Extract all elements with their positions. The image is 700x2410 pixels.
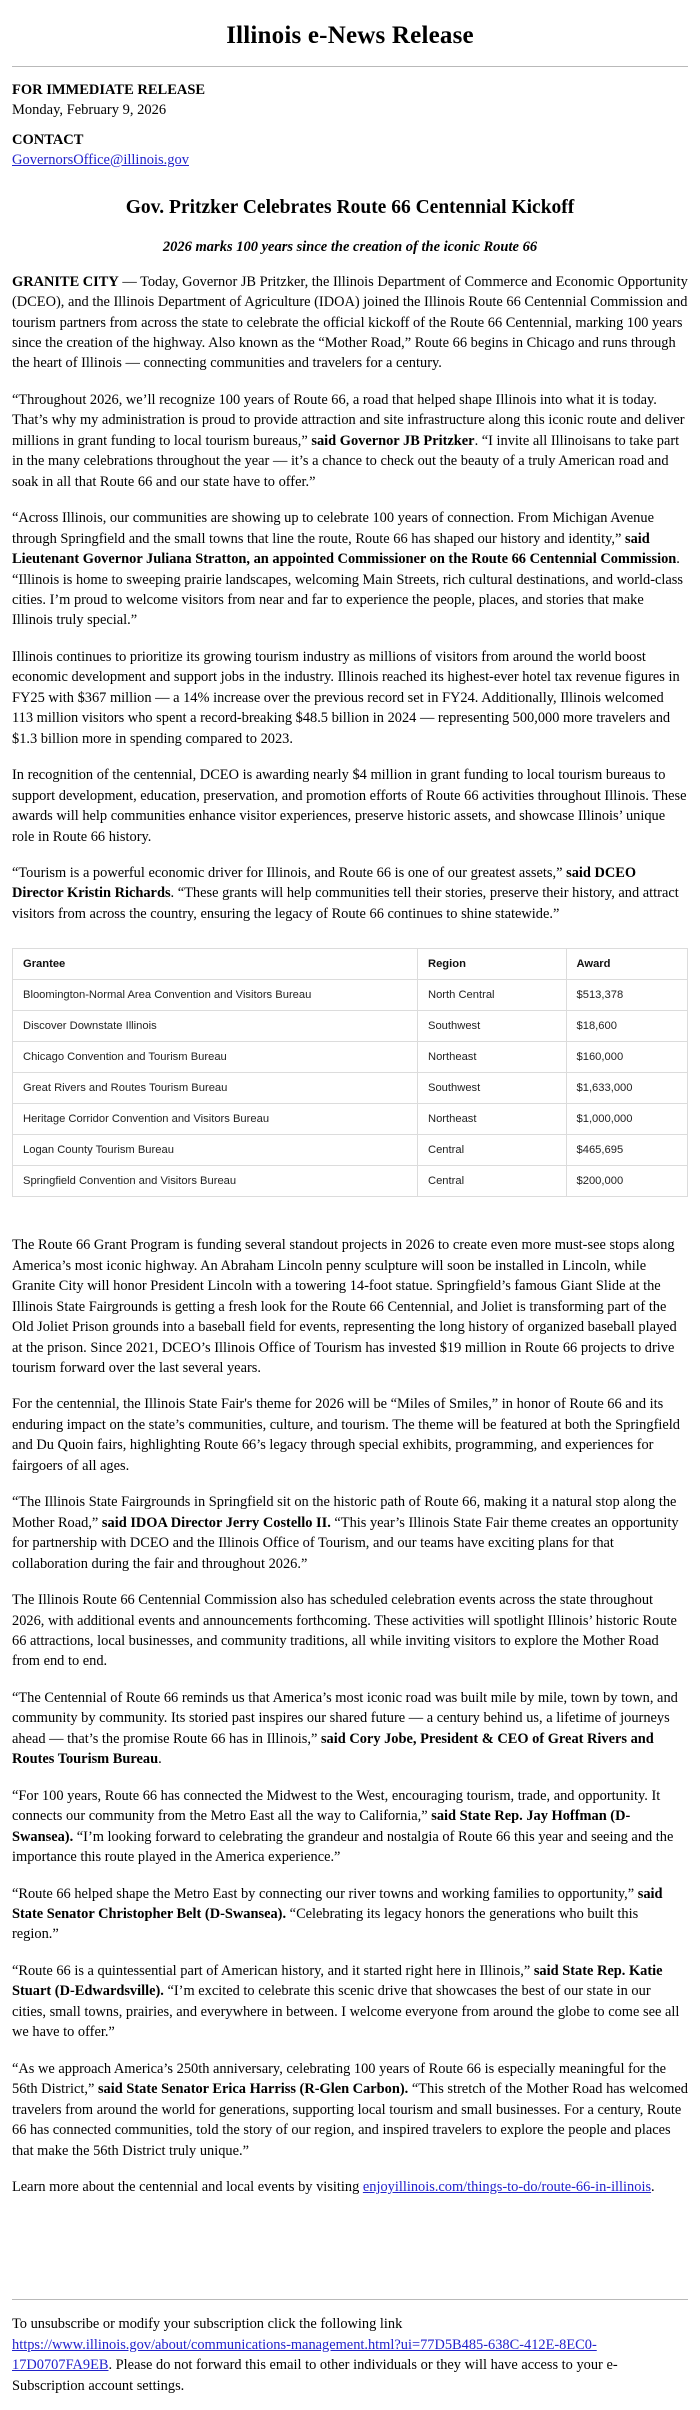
table-row — [13, 1073, 688, 1104]
unsubscribe-block — [12, 2314, 688, 2396]
quote-katie-stuart-part2: “I’m excited to celebrate this scenic drive that showcases the best of our state in our cities, small towns, prairies, and everywhere in between. I welcome everyone from around the globe to come see all we have to offer.” — [12, 1983, 680, 2041]
unsubscribe-intro: To unsubscribe or modify your subscription click the following link — [12, 2316, 403, 2333]
cell-grantee: Great Rivers and Routes Tourism Bureau — [13, 1073, 418, 1104]
cell-region: Central — [418, 1166, 567, 1197]
release-date: Monday, February 9, 2026 — [12, 101, 167, 118]
quote-katie-stuart — [12, 1961, 688, 2043]
immediate-release-label: FOR IMMEDIATE RELEASE — [12, 82, 206, 98]
cell-grantee: Bloomington-Normal Area Convention and Visitors Bureau — [13, 980, 418, 1011]
cell-region: Northeast — [418, 1042, 567, 1073]
cell-award: $513,378 — [566, 980, 688, 1011]
quote-erica-harriss-part1: “As we approach America’s 250th anniversary, celebrating 100 years of Route 66 is especially meaningful for the 56th District,” — [12, 2060, 667, 2098]
footer-divider — [12, 2299, 688, 2300]
quote-jay-hoffman-attribution: said State Rep. Jay Hoffman (D-Swansea). — [12, 1808, 631, 1845]
quote-cory-jobe — [12, 1688, 688, 1770]
cell-region: Southwest — [418, 1073, 567, 1104]
cell-award: $200,000 — [566, 1166, 688, 1197]
quote-christopher-belt-attribution: said State Senator Christopher Belt (D-Swansea). — [12, 1885, 663, 1922]
quote-jay-hoffman-part2: “I’m looking forward to celebrating the grandeur and nostalgia of Route 66 this year and seeing and the importance this route played in the America experience.” — [12, 1828, 674, 1866]
table-row — [13, 1011, 688, 1042]
quote-lt-governor-part2: . “Illinois is home to sweeping prairie landscapes, welcoming Main Streets, rich cultural destinations, and world-class cities. I’m proud to welcome visitors from near and far to experience the people, places, and stories that make Illinois truly special.” — [12, 551, 683, 629]
quote-erica-harriss-part2: “This stretch of the Mother Road has welcomed travelers from around the world for generations, supporting local tourism and small businesses. For a century, Route 66 has connected communities, told the story of our region, and inspired travelers to explore the people and places that make the 56th District truly unique.” — [12, 2081, 688, 2159]
quote-cory-jobe-attribution: said Cory Jobe, President & CEO of Great Rivers and Routes Tourism Bureau — [12, 1730, 654, 1768]
cell-grantee: Chicago Convention and Tourism Bureau — [13, 1042, 418, 1073]
quote-dceo-attribution: said DCEO Director Kristin Richards — [12, 864, 637, 902]
quote-jay-hoffman-part1: “For 100 years, Route 66 has connected the Midwest to the West, encouraging tourism, trade, and opportunity. It connects our community from the Metro East all the way to California,” — [12, 1787, 661, 1825]
quote-idoa-part1: “The Illinois State Fairgrounds in Springfield sit on the historic path of Route 66, making it a natural stop along the Mother Road,” — [12, 1494, 677, 1531]
article-headline: Gov. Pritzker Celebrates Route 66 Centennial Kickoff — [125, 197, 575, 219]
paragraph-lead — [12, 272, 688, 374]
header-divider — [12, 66, 688, 67]
quote-christopher-belt-part2: “Celebrating its legacy honors the generations who built this region.” — [12, 1906, 639, 1943]
cell-grantee: Heritage Corridor Convention and Visitors Bureau — [13, 1104, 418, 1135]
quote-idoa-attribution: said IDOA Director Jerry Costello II. — [101, 1514, 331, 1531]
cell-region: Central — [418, 1135, 567, 1166]
quote-dceo-part2: . “These grants will help communities tell their stories, preserve their history, and attract visitors from across the country, ensuring the legacy of Route 66 continues to shine statewide.” — [12, 885, 679, 922]
unsubscribe-tail: . Please do not forward this email to other individuals or they will have access to your e-Subscription account settings. — [12, 2357, 618, 2394]
quote-christopher-belt-part1: “Route 66 helped shape the Metro East by connecting our river towns and working families to opportunity,” — [12, 1885, 638, 1902]
paragraph-tourism-stats: Illinois continues to prioritize its growing tourism industry as millions of visitors from around the world boost economic development and support jobs in the industry. Illinois reached its highest-ever hotel tax revenue figures in FY25 with $367 million — a 14% increase over the previous record set in FY24. Additionally, Illinois welcomed 113 million visitors who spent a record-breaking $48.5 billion in 2024 — representing 500,000 more travelers and $1.3 billion more in spending compared to 2023. — [12, 648, 680, 747]
quote-governor-attribution: said Governor JB Pritzker — [311, 432, 475, 449]
table-row — [13, 1104, 688, 1135]
learn-more-text: Learn more about the centennial and local events by visiting — [12, 2178, 363, 2195]
cell-award: $160,000 — [566, 1042, 688, 1073]
quote-idoa-part2: “This year’s Illinois State Fair theme creates an opportunity for partnership with DCEO and the Illinois Office of Tourism, and our teams have exciting plans for that collaboration during the fair and throughout 2026.” — [12, 1514, 679, 1572]
unsubscribe-link[interactable]: https://www.illinois.gov/about/communications-management.html?ui=77D5B485-638C-412E-8EC0-17D0707FA9EB — [12, 2336, 597, 2374]
learn-more-period: . — [651, 2178, 655, 2195]
cell-region: Northeast — [418, 1104, 567, 1135]
quote-katie-stuart-part1: “Route 66 is a quintessential part of American history, and it started right here in Illinois,” — [12, 1962, 534, 1979]
quote-lt-governor-part1: “Across Illinois, our communities are showing up to celebrate 100 years of connection. From Michigan Avenue through Springfield and the small towns that line the route, Route 66 has shaped our history and identity,” — [12, 510, 654, 547]
grants-table — [12, 948, 688, 1197]
contact-label: CONTACT — [12, 132, 84, 149]
paragraph-state-fair-theme: For the centennial, the Illinois State Fair's theme for 2026 will be “Miles of Smiles,” in honor of Route 66 and its enduring impact on the state’s communities, culture, and tourism. The theme will be featured at both the Springfield and Du Quoin fairs, highlighting Route 66’s legacy through special exhibits, programming, and experiences for fairgoers of all ages. — [12, 1396, 680, 1474]
contact-email-link[interactable]: GovernorsOffice@illinois.gov — [12, 151, 189, 168]
column-header-grantee: Grantee — [13, 949, 418, 980]
enjoy-illinois-link[interactable]: enjoyillinois.com/things-to-do/route-66-in-illinois — [362, 2178, 652, 2195]
table-row — [13, 1042, 688, 1073]
quote-cory-jobe-part2: . — [158, 1751, 162, 1768]
cell-award: $18,600 — [566, 1011, 688, 1042]
quote-jay-hoffman — [12, 1786, 688, 1868]
quote-erica-harriss — [12, 2059, 688, 2161]
table-row — [13, 1135, 688, 1166]
table-header-row — [13, 949, 688, 980]
quote-governor-part2: . “I invite all Illinoisans to take part in the many celebrations throughout the year — it’s a chance to check out the beauty of a truly American road and soak in all that Route 66 and our state have to offer.” — [12, 432, 680, 490]
quote-dceo-director — [12, 863, 688, 924]
quote-governor — [12, 390, 688, 492]
paragraph-learn-more — [12, 2177, 688, 2197]
cell-award: $465,695 — [566, 1135, 688, 1166]
paragraph-lead-text: — Today, Governor JB Pritzker, the Illinois Department of Commerce and Economic Opportunity (DCEO), and the Illinois Department of Agriculture (IDOA) joined the Illinois Route 66 Centennial Commission and tourism partners from across the state to celebrate the official kickoff of the Route 66 Centennial, marking 100 years since the creation of the highway. Also known as the “Mother Road,” Route 66 begins in Chicago and runs through the heart of Illinois — connecting communities and travelers for a century. — [12, 273, 688, 372]
table-row — [13, 1166, 688, 1197]
spacer — [12, 120, 688, 131]
quote-cory-jobe-part1: “The Centennial of Route 66 reminds us that America’s most iconic road was built mile by mile, town by town, and community by community. Its storied past inspires our shared future — a century behind us, a lifetime of journeys ahead — that’s the promise Route 66 has in Illinois,” — [12, 1689, 678, 1747]
table-row — [13, 980, 688, 1011]
quote-dceo-part1: “Tourism is a powerful economic driver for Illinois, and Route 66 is one of our greatest assets,” — [12, 864, 567, 881]
cell-grantee: Discover Downstate Illinois — [13, 1011, 418, 1042]
cell-grantee: Logan County Tourism Bureau — [13, 1135, 418, 1166]
cell-award: $1,000,000 — [566, 1104, 688, 1135]
quote-christopher-belt — [12, 1884, 688, 1945]
column-header-award: Award — [566, 949, 688, 980]
contact-email-line — [12, 151, 688, 171]
quote-lt-governor-attribution: said Lieutenant Governor Juliana Stratton, an appointed Commissioner on the Route 66 Centennial Commission — [12, 530, 677, 568]
quote-katie-stuart-attribution: said State Rep. Katie Stuart (D-Edwardsville). — [12, 1962, 663, 2000]
quote-lt-governor — [12, 508, 688, 631]
column-header-region: Region — [418, 949, 567, 980]
cell-grantee: Springfield Convention and Visitors Bureau — [13, 1166, 418, 1197]
quote-governor-part1: “Throughout 2026, we’ll recognize 100 years of Route 66, a road that helped shape Illinois into what it is today. That’s why my administration is proud to provide attraction and site infrastructure along this iconic route and deliver millions in grant funding to local tourism bureaus,” — [12, 391, 685, 449]
cell-region: North Central — [418, 980, 567, 1011]
spacer — [12, 1197, 688, 1219]
article-subhead: 2026 marks 100 years since the creation of the iconic Route 66 — [162, 238, 538, 255]
paragraph-commission-events: The Illinois Route 66 Centennial Commission also has scheduled celebration events across the state throughout 2026, with additional events and announcements forthcoming. These activities will spotlight Illinois’ historic Route 66 attractions, local businesses, and community traditions, all while inviting visitors to explore the Mother Road from end to end. — [12, 1592, 677, 1670]
cell-award: $1,633,000 — [566, 1073, 688, 1104]
cell-region: Southwest — [418, 1011, 567, 1042]
paragraph-grant-funding: In recognition of the centennial, DCEO is awarding nearly $4 million in grant funding to local tourism bureaus to support development, education, preservation, and promotion efforts of Route 66 activities throughout Illinois. These awards will help communities enhance visitor experiences, preserve historic assets, and showcase Illinois’ unique role in Route 66 history. — [12, 767, 687, 845]
dateline: GRANITE CITY — [12, 273, 119, 290]
quote-erica-harriss-attribution: said State Senator Erica Harriss (R-Glen Carbon). — [97, 2081, 409, 2098]
spacer — [12, 2197, 688, 2293]
quote-idoa-director — [12, 1492, 688, 1574]
page-title: Illinois e-News Release — [226, 22, 474, 49]
paragraph-grant-projects: The Route 66 Grant Program is funding several standout projects in 2026 to create even more must-see stops along America’s most iconic highway. An Abraham Lincoln penny sculpture will soon be installed in Lincoln, while Granite City will honor President Lincoln with a towering 14-foot statue. Springfield’s famous Giant Slide at the Illinois State Fairgrounds is getting a fresh look for the Route 66 Centennial, and Joliet is transforming part of the Old Joliet Prison grounds into a baseball field for events, representing the long history of organized baseball played at the prison. Since 2021, DCEO’s Illinois Office of Tourism has invested $19 million in Route 66 projects to drive tourism forward over the last several years. — [12, 1237, 677, 1377]
